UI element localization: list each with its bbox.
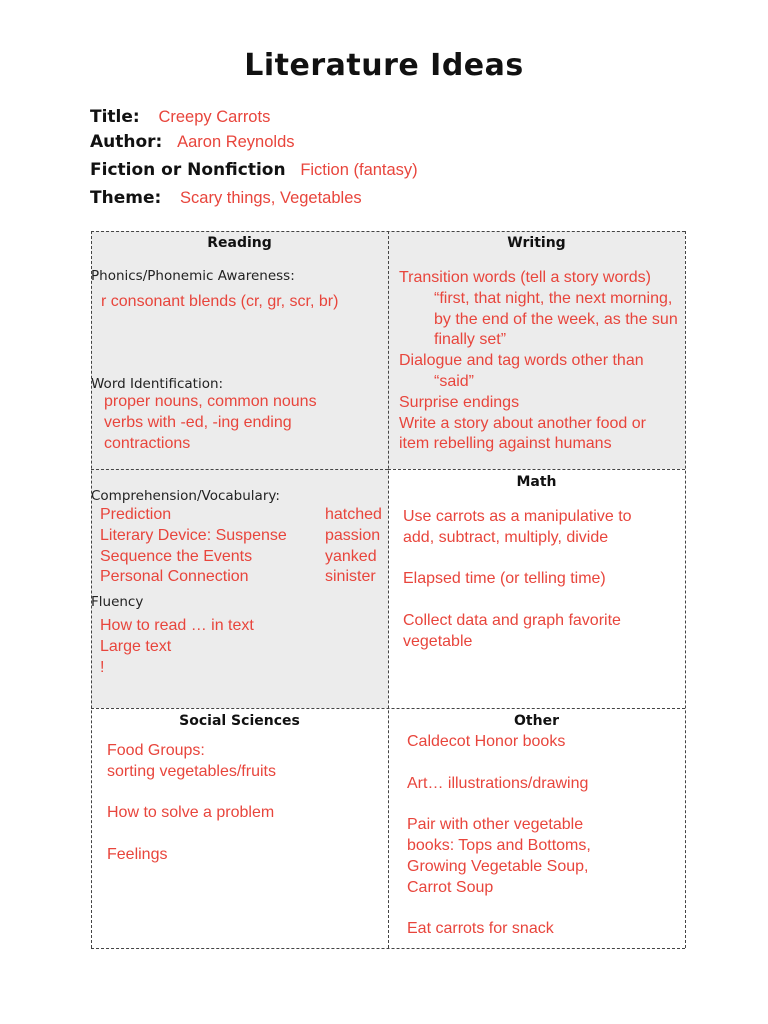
fluency-item: Large text bbox=[100, 637, 172, 655]
math-list bbox=[403, 507, 632, 653]
math-line: Elapsed time (or telling time) bbox=[403, 570, 606, 588]
word-id-item: verbs with -ed, -ing ending bbox=[104, 413, 292, 431]
writing-line: by the end of the week, as the sun bbox=[434, 310, 678, 328]
social-sciences-heading: Social Sciences bbox=[179, 713, 300, 729]
theme-value: Scary things, Vegetables bbox=[180, 189, 362, 207]
social-sciences-list bbox=[107, 741, 276, 866]
phonics-item: r consonant blends (cr, gr, scr, br) bbox=[101, 293, 339, 310]
social-line: Food Groups: bbox=[107, 742, 205, 759]
writing-line: item rebelling against humans bbox=[399, 435, 612, 453]
writing-line: Surprise endings bbox=[399, 393, 520, 411]
social-line: How to solve a problem bbox=[107, 804, 275, 822]
writing-math-divider bbox=[388, 469, 685, 470]
other-line: Art… illustrations/drawing bbox=[407, 774, 589, 792]
social-line bbox=[107, 824, 276, 845]
author-label: Author: bbox=[90, 132, 163, 152]
phonics-label: Phonics/Phonemic Awareness: bbox=[91, 268, 295, 284]
lower-row-divider bbox=[91, 708, 685, 709]
other-line: Carrot Soup bbox=[407, 878, 494, 896]
meta-title-row bbox=[90, 107, 270, 127]
word-id-list bbox=[104, 392, 317, 454]
vocab-word: hatched bbox=[325, 506, 382, 523]
fluency-list bbox=[100, 616, 254, 678]
math-line: Use carrots as a manipulative to bbox=[403, 508, 632, 525]
grid-center-line bbox=[388, 231, 389, 948]
other-line bbox=[407, 794, 591, 815]
math-line: Collect data and graph favorite bbox=[403, 611, 621, 629]
meta-theme-row bbox=[90, 188, 362, 208]
comprehension-item: Personal Connection bbox=[100, 568, 249, 586]
writing-line: Dialogue and tag words other than bbox=[399, 352, 644, 370]
word-id-item: contractions bbox=[104, 434, 191, 452]
writing-list bbox=[399, 268, 678, 455]
other-list bbox=[407, 732, 591, 940]
fiction-label: Fiction or Nonfiction bbox=[90, 160, 286, 180]
vocab-word: passion bbox=[325, 526, 381, 544]
fluency-item: How to read … in text bbox=[100, 617, 254, 634]
social-line: sorting vegetables/fruits bbox=[107, 762, 276, 780]
writing-line: Transition words (tell a story words) bbox=[399, 269, 651, 286]
grid-bottom-line bbox=[91, 948, 685, 949]
other-line: books: Tops and Bottoms, bbox=[407, 836, 591, 854]
other-heading: Other bbox=[514, 713, 559, 729]
fluency-label: Fluency bbox=[91, 594, 144, 610]
reading-mid-divider bbox=[91, 469, 388, 470]
title-value: Creepy Carrots bbox=[158, 108, 271, 126]
social-line bbox=[107, 783, 276, 804]
other-line: Caldecot Honor books bbox=[407, 733, 566, 750]
comprehension-item: Literary Device: Suspense bbox=[100, 526, 287, 544]
phonics-list bbox=[101, 292, 338, 313]
word-id-item: proper nouns, common nouns bbox=[104, 393, 317, 410]
other-line: Growing Vegetable Soup, bbox=[407, 857, 589, 875]
vocab-word-list bbox=[325, 505, 382, 588]
other-line: Eat carrots for snack bbox=[407, 920, 554, 938]
fiction-value: Fiction (fantasy) bbox=[300, 161, 418, 179]
math-line bbox=[403, 549, 632, 570]
meta-author-row bbox=[90, 132, 295, 152]
social-line: Feelings bbox=[107, 845, 168, 863]
other-line: Pair with other vegetable bbox=[407, 816, 584, 834]
vocab-word: yanked bbox=[325, 547, 377, 565]
title-label: Title: bbox=[90, 107, 140, 127]
theme-label: Theme: bbox=[90, 188, 162, 208]
other-line bbox=[407, 898, 591, 919]
vocab-word: sinister bbox=[325, 568, 376, 586]
writing-line: “said” bbox=[434, 372, 475, 390]
math-line bbox=[403, 590, 632, 611]
fluency-item: ! bbox=[100, 658, 105, 676]
word-id-label: Word Identification: bbox=[91, 376, 224, 392]
writing-line: finally set” bbox=[434, 331, 507, 349]
grid-left-line bbox=[91, 231, 92, 948]
meta-fiction-row bbox=[90, 160, 418, 180]
comprehension-label: Comprehension/Vocabulary: bbox=[91, 488, 280, 504]
writing-heading: Writing bbox=[507, 235, 566, 251]
math-heading: Math bbox=[516, 474, 557, 490]
math-line: add, subtract, multiply, divide bbox=[403, 528, 609, 546]
comprehension-item: Sequence the Events bbox=[100, 547, 253, 565]
author-value: Aaron Reynolds bbox=[177, 133, 295, 151]
writing-line: Write a story about another food or bbox=[399, 414, 646, 432]
comprehension-item: Prediction bbox=[100, 506, 172, 523]
comprehension-list bbox=[100, 505, 287, 588]
other-line bbox=[407, 753, 591, 774]
page-title: Literature Ideas bbox=[244, 48, 524, 83]
reading-heading: Reading bbox=[207, 235, 272, 251]
grid-right-line bbox=[685, 231, 686, 948]
math-line: vegetable bbox=[403, 632, 473, 650]
writing-line: “first, that night, the next morning, bbox=[434, 289, 673, 307]
